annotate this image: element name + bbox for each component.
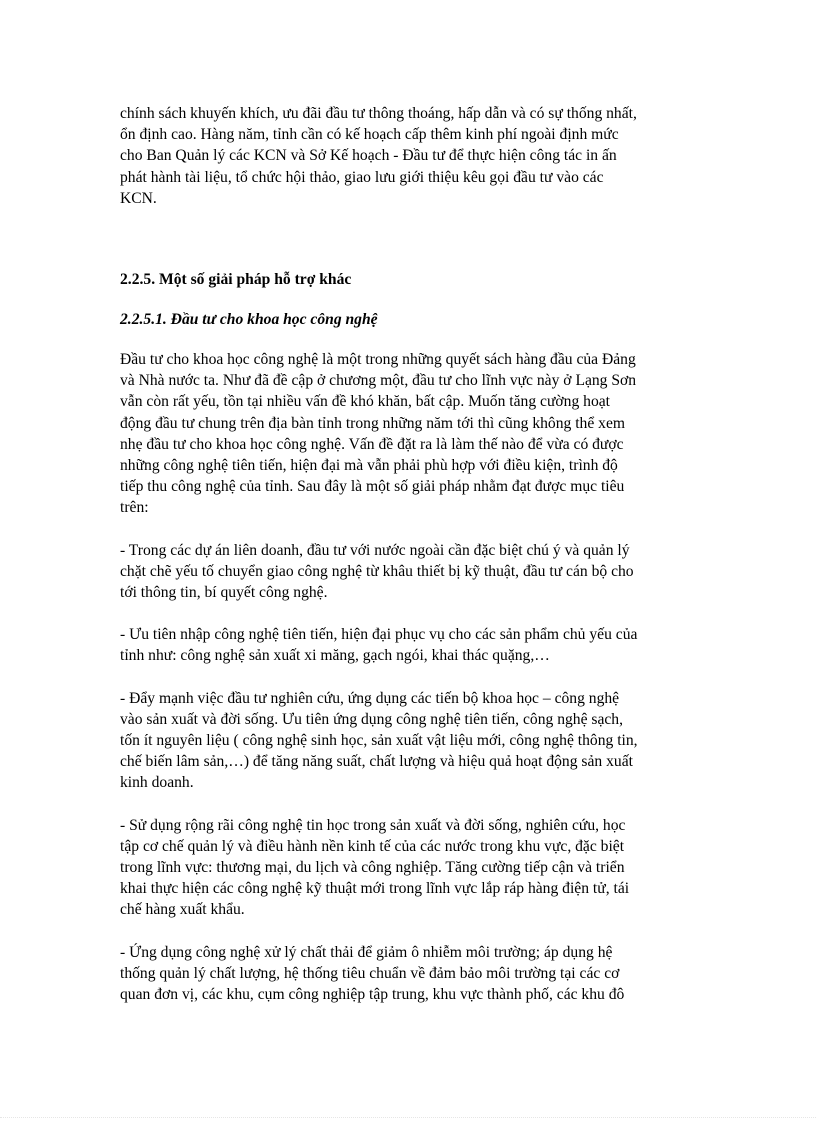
text-line: và Nhà nước ta. Như đã đề cập ở chương một, đầu tư cho lĩnh vực này ở Lạng Sơn (120, 372, 637, 390)
spacer (120, 603, 700, 624)
text-line: tốn ít nguyên liệu ( công nghệ sinh học, sản xuất vật liệu mới, công nghệ thông tin, (120, 732, 638, 750)
section-heading: 2.2.5. Một số giải pháp hỗ trợ khác (120, 271, 352, 289)
text-line: nhẹ đầu tư cho khoa học công nghệ. Vấn đề đặt ra là làm thế nào để vừa có được (120, 435, 624, 453)
text-line: phát hành tài liệu, tổ chức hội thảo, giao lưu giới thiệu kêu gọi đầu tư vào các (120, 168, 604, 186)
spacer (120, 290, 700, 309)
text-line: chính sách khuyến khích, ưu đãi đầu tư thông thoáng, hấp dẫn và có sự thống nhất, (120, 105, 637, 122)
text-line: thống quản lý chất lượng, hệ thống tiêu chuẩn về đảm bảo môi trường tại các cơ (120, 964, 620, 982)
text-line: chế biến lâm sản,…) để tăng năng suất, chất lượng và hiệu quả hoạt động sản xuất (120, 753, 633, 771)
body-paragraph (120, 349, 700, 519)
text-line: - Sử dụng rộng rãi công nghệ tin học trong sản xuất và đời sống, nghiên cứu, học (120, 816, 626, 834)
text-line: chế hàng xuất khẩu. (120, 901, 245, 919)
text-line: khai thực hiện các công nghệ kỹ thuật mới trong lĩnh vực lắp ráp hàng điện tử, tái (120, 880, 630, 898)
intro-paragraph (120, 103, 700, 209)
text-line: vẫn còn rất yếu, tồn tại nhiều vấn đề khó khăn, bất cập. Muốn tăng cường hoạt (120, 393, 611, 411)
text-line: Đầu tư cho khoa học công nghệ là một trong những quyết sách hàng đầu của Đảng (120, 351, 636, 369)
text-line: kinh doanh. (120, 774, 194, 792)
text-line: vào sản xuất và đời sống. Ưu tiên ứng dụng công nghệ tiên tiến, công nghệ sạch, (120, 710, 624, 728)
text-line: những công nghệ tiên tiến, hiện đại mà vẫn phải phù hợp với điều kiện, trình độ (120, 457, 618, 475)
document-page (120, 103, 700, 1005)
bullet-paragraph (120, 624, 700, 666)
bullet-paragraph (120, 540, 700, 604)
bullet-paragraph (120, 942, 700, 1006)
text-line: tỉnh như: công nghệ sản xuất xi măng, gạch ngói, khai thác quặng,… (120, 647, 550, 665)
text-line: - Ưu tiên nhập công nghệ tiên tiến, hiện đại phục vụ cho các sản phẩm chủ yếu của (120, 626, 638, 644)
spacer (120, 330, 700, 349)
text-line: - Đẩy mạnh việc đầu tư nghiên cứu, ứng dụng các tiến bộ khoa học – công nghệ (120, 689, 620, 707)
text-line: ổn định cao. Hàng năm, tỉnh cần có kế hoạch cấp thêm kinh phí ngoài định mức (120, 126, 619, 144)
spacer (120, 519, 700, 540)
page-bottom-border (0, 1117, 816, 1120)
text-line: động đầu tư chung trên địa bàn tỉnh trong những năm tới thì cũng không thể xem (120, 414, 626, 432)
text-line: tiếp thu công nghệ của tỉnh. Sau đây là một số giải pháp nhằm đạt được mục tiêu (120, 478, 625, 496)
text-line: tới thông tin, bí quyết công nghệ. (120, 584, 328, 602)
spacer (120, 209, 700, 269)
text-line: cho Ban Quản lý các KCN và Sở Kế hoạch - Đầu tư để thực hiện công tác in ấn (120, 147, 617, 165)
subsection-heading: 2.2.5.1. Đầu tư cho khoa học công nghệ (120, 311, 378, 329)
bullet-paragraph (120, 688, 700, 794)
spacer (120, 921, 700, 942)
text-line: quan đơn vị, các khu, cụm công nghiệp tập trung, khu vực thành phố, các khu đô (120, 986, 625, 1004)
text-line: KCN. (120, 189, 157, 207)
text-line: tập cơ chế quản lý và điều hành nền kinh tế của các nước trong khu vực, đặc biệt (120, 837, 625, 855)
text-line: chặt chẽ yếu tố chuyển giao công nghệ từ khâu thiết bị kỹ thuật, đầu tư cán bộ cho (120, 562, 634, 580)
spacer (120, 667, 700, 688)
text-line: - Ứng dụng công nghệ xử lý chất thải để giảm ô nhiễm môi trường; áp dụng hệ (120, 943, 613, 961)
text-line: - Trong các dự án liên doanh, đầu tư với nước ngoài cần đặc biệt chú ý và quản lý (120, 541, 630, 559)
text-line: trên: (120, 499, 149, 517)
spacer (120, 794, 700, 815)
text-line: trong lĩnh vực: thương mại, du lịch và công nghiệp. Tăng cường tiếp cận và triển (120, 859, 625, 877)
bullet-paragraph (120, 815, 700, 921)
